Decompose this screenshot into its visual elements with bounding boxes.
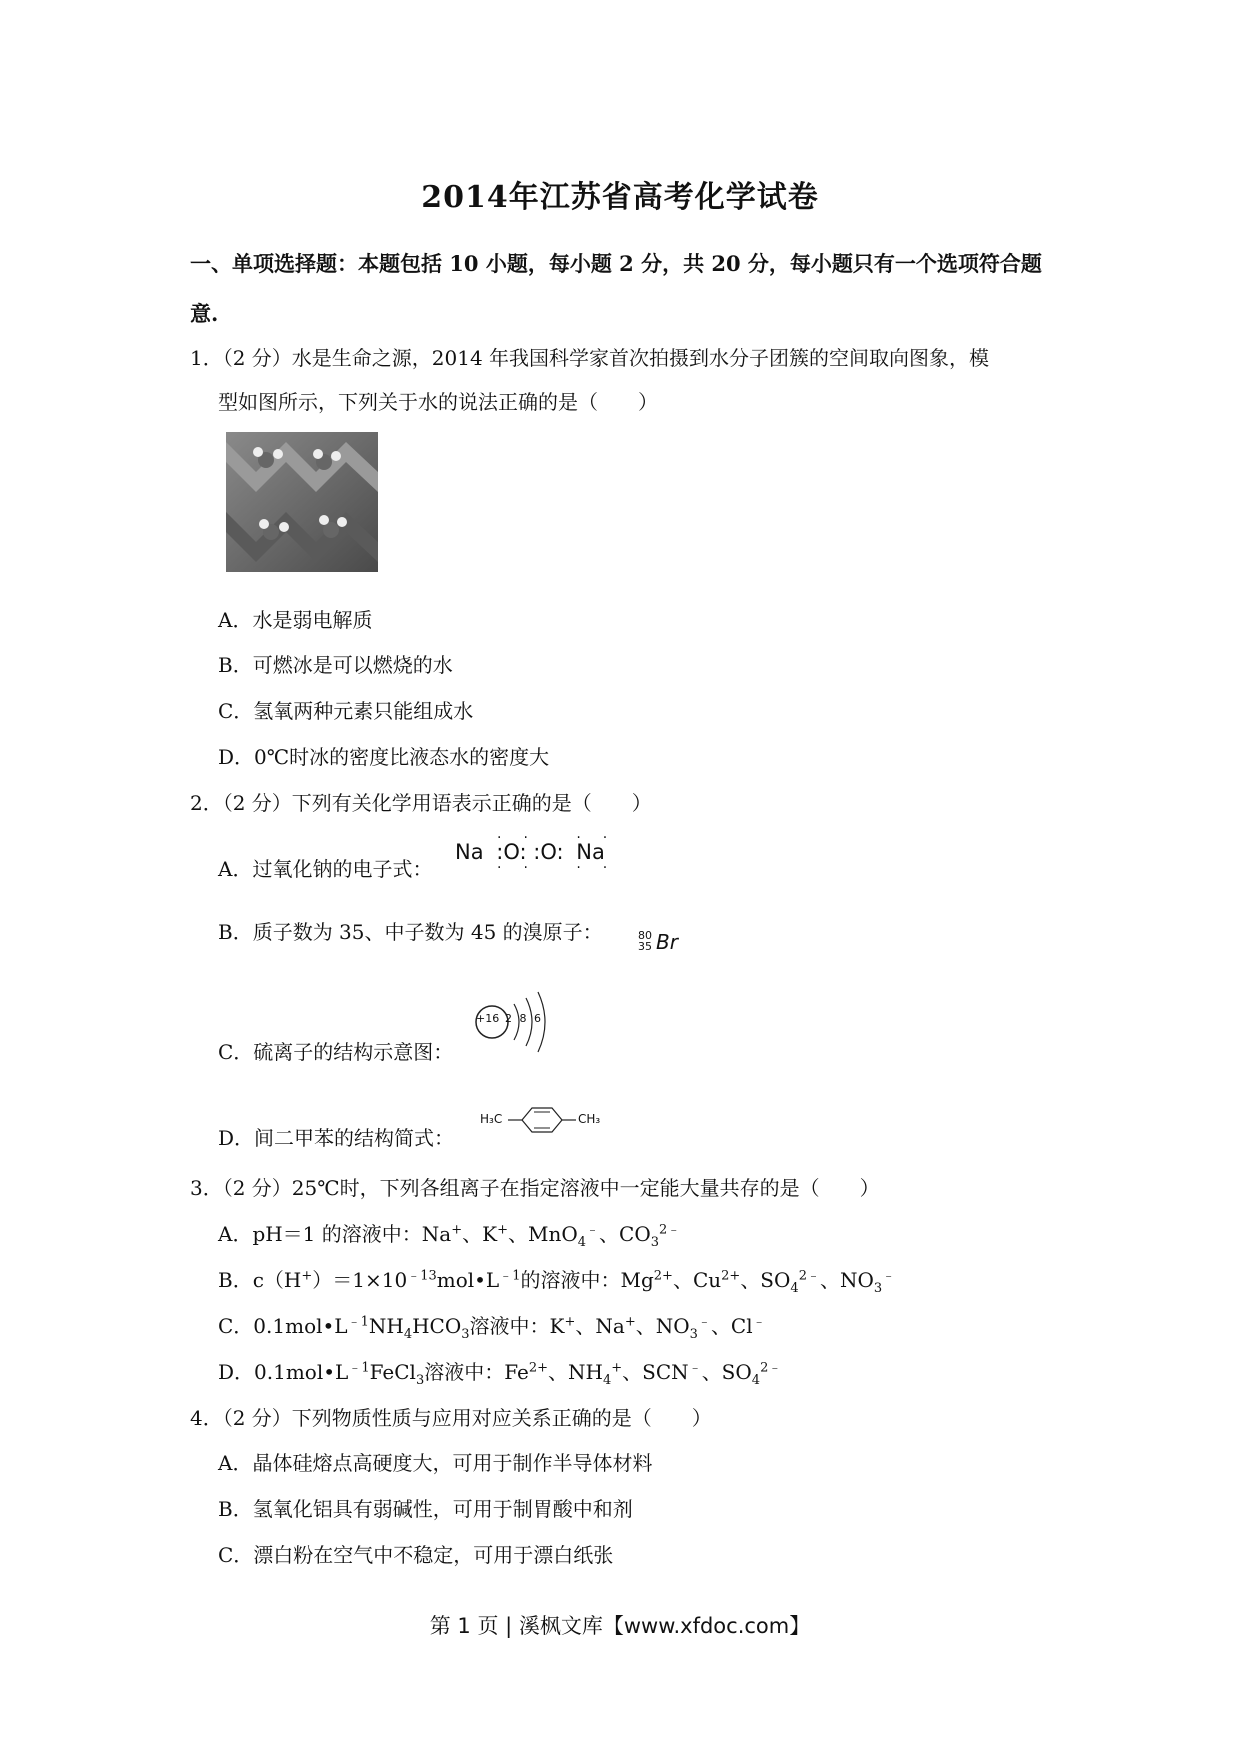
formula-oxygen-2: O xyxy=(540,840,557,864)
question-1-option-d: D．0℃时冰的密度比液态水的密度大 xyxy=(218,745,550,769)
question-2-option-d: D．间二甲苯的结构简式： xyxy=(218,1126,455,1150)
question-4-option-a: A．晶体硅熔点高硬度大，可用于制作半导体材料 xyxy=(218,1451,653,1475)
sodium-peroxide-formula: Na :O: :O: Na ·· ·· ·· ·· xyxy=(455,830,630,876)
question-4-option-b: B．氢氧化铝具有弱碱性，可用于制胃酸中和剂 xyxy=(218,1497,633,1521)
section-heading-line2: 意. xyxy=(190,301,219,326)
formula-na-left: Na xyxy=(455,840,484,864)
question-2-option-c: C．硫离子的结构示意图： xyxy=(218,1040,454,1064)
isotope-element-symbol: Br xyxy=(656,930,678,954)
water-cluster-image xyxy=(226,432,386,580)
question-3-stem: 3．（2 分）25℃时，下列各组离子在指定溶液中一定能大量共存的是（ ） xyxy=(190,1176,880,1200)
question-3-option-d: D．$0.1mol•L^{﹣1}FeCl_3$溶液中：$Fe^{2+}$、$NH_4^+$、SCN﹣、$SO_4^{2﹣}$ xyxy=(218,1360,782,1388)
question-2-option-a: A．过氧化钠的电子式： xyxy=(218,857,433,881)
bromine-isotope-symbol xyxy=(638,929,678,954)
question-3-option-c: C．$0.1mol•L^{﹣1}NH_4HCO_3$溶液中：K+、Na+、$NO_3^﹣$、Cl﹣ xyxy=(218,1314,766,1342)
meta-xylene-structure xyxy=(480,1104,610,1144)
question-4-stem: 4．（2 分）下列物质性质与应用对应关系正确的是（ ） xyxy=(190,1406,712,1430)
formula-na-right: Na xyxy=(576,840,605,864)
benzene-ring-icon xyxy=(508,1104,578,1144)
isotope-mass-number: 80 xyxy=(638,929,652,942)
structure-left-methyl: H₃C xyxy=(480,1112,503,1126)
question-1-option-c: C．氢氧两种元素只能组成水 xyxy=(218,699,474,723)
question-2-option-b: B．质子数为 35、中子数为 45 的溴原子： xyxy=(218,920,603,944)
section-heading-line1: 一、单项选择题：本题包括 10 小题，每小题 2 分，共 20 分，每小题只有一个选项符合题 xyxy=(190,251,1042,276)
question-1-option-a: A．水是弱电解质 xyxy=(218,608,373,632)
sulfide-ion-nucleus: +16 xyxy=(476,1012,500,1025)
question-2-stem: 2．（2 分）下列有关化学用语表示正确的是（ ） xyxy=(190,791,652,815)
question-4-option-c: C．漂白粉在空气中不稳定，可用于漂白纸张 xyxy=(218,1543,614,1567)
sulfide-ion-shells: 2 8 6 xyxy=(505,1012,541,1025)
structure-right-methyl: CH₃ xyxy=(578,1112,601,1126)
question-1-stem-line1: 1．（2 分）水是生命之源，2014 年我国科学家首次拍摄到水分子团簇的空间取向图象，模 xyxy=(190,346,990,370)
formula-oxygen-1: O xyxy=(503,840,520,864)
isotope-atomic-number: 35 xyxy=(638,940,652,953)
question-1-option-b: B．可燃冰是可以燃烧的水 xyxy=(218,653,453,677)
question-3-option-b: B．$c(H^+)=1\times 10^{﹣13}mol•L^{﹣1}$的溶液中：$Mg^{2+}$、$Cu^{2+}$、$SO_4^{2﹣}$、$NO_3^﹣$ xyxy=(218,1268,896,1296)
page-title: 2014年江苏省高考化学试卷 xyxy=(421,180,819,215)
question-1-stem-line2: 型如图所示，下列关于水的说法正确的是（ ） xyxy=(218,390,658,414)
page-footer: 第 1 页 | 溪枫文库【www.xfdoc.com】 xyxy=(429,1614,811,1638)
question-3-option-a: A．pH＝1 的溶液中：Na+、K+、MnO$_4$﹣、$CO_3^{2﹣}$ xyxy=(218,1222,681,1250)
